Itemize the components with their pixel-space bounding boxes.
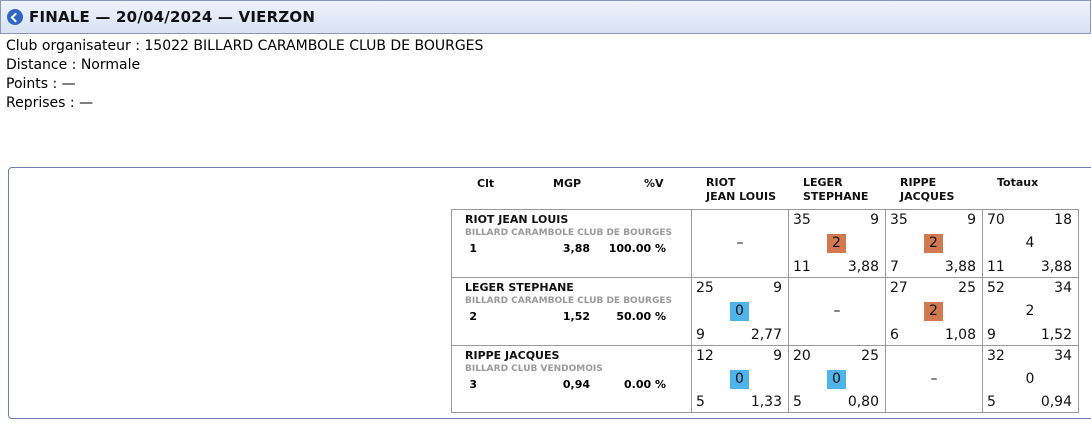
best-series: 6 [890, 327, 899, 343]
player-mgp: 0,94 [562, 378, 590, 391]
average: 3,88 [1040, 259, 1072, 275]
no-match-dash: – [833, 303, 841, 319]
points-scored: 32 [987, 348, 1005, 364]
match-cell [691, 209, 788, 277]
player-name: LEGER STEPHANE [465, 281, 574, 294]
results-panel [8, 167, 1091, 419]
average: 1,33 [750, 394, 782, 410]
player-name: RIPPE JACQUES [465, 349, 560, 362]
average: 0,94 [1040, 394, 1072, 410]
player-row [451, 345, 1091, 413]
average: 3,88 [847, 259, 879, 275]
innings: 9 [773, 348, 782, 364]
innings: Reprises : — [6, 95, 94, 111]
innings: 34 [1054, 348, 1072, 364]
match-points-badge: 2 [924, 302, 943, 321]
header-opponent-3: RIPPE JACQUES [900, 176, 955, 203]
match-points-badge: 0 [827, 370, 846, 389]
points-scored: 35 [793, 212, 811, 228]
match-cell [788, 277, 885, 345]
match-cell [691, 345, 788, 413]
match-cell [885, 345, 982, 413]
best-series: 9 [696, 327, 705, 343]
points-scored: 20 [793, 348, 811, 364]
player-win-percent: 50.00 % [616, 310, 666, 323]
points-scored: 52 [987, 280, 1005, 296]
match-cell [885, 277, 982, 345]
player-rank: 1 [469, 242, 477, 255]
innings: 25 [861, 348, 879, 364]
no-match-dash: – [736, 235, 744, 251]
player-row [451, 277, 1091, 345]
header-percent: %V [644, 177, 664, 190]
player-row [451, 209, 1091, 277]
organizer-club: Club organisateur : 15022 BILLARD CARAMBOLE CLUB DE BOURGES [6, 38, 484, 54]
match-points-badge: 2 [924, 234, 943, 253]
match-cell [788, 209, 885, 277]
header-mgp: MGP [553, 177, 582, 190]
total-match-points: 4 [1025, 235, 1035, 251]
player-win-percent: 100.00 % [608, 242, 666, 255]
match-cell [691, 277, 788, 345]
innings: 34 [1054, 280, 1072, 296]
best-series: 11 [987, 259, 1005, 275]
player-info [451, 209, 691, 277]
competition-info [6, 37, 483, 113]
points-scored: 35 [890, 212, 908, 228]
player-club: BILLARD CARAMBOLE CLUB DE BOURGES [465, 296, 672, 306]
player-name: RIOT JEAN LOUIS [465, 213, 569, 226]
header-opponent-2: LEGER STEPHANE [803, 176, 869, 203]
header-totals: Totaux [997, 176, 1039, 189]
innings: 9 [967, 212, 976, 228]
player-win-percent: 0.00 % [624, 378, 666, 391]
total-match-points: 0 [1025, 371, 1035, 387]
innings: 18 [1054, 212, 1072, 228]
distance: Distance : Normale [6, 57, 141, 73]
header-rank: Clt [477, 177, 495, 190]
player-info [451, 277, 691, 345]
best-series: 7 [890, 259, 899, 275]
best-series: 9 [987, 327, 996, 343]
average: 1,08 [944, 327, 976, 343]
player-rank: 2 [469, 310, 477, 323]
match-points-badge: 0 [730, 302, 749, 321]
innings: 9 [773, 280, 782, 296]
points-scored: 70 [987, 212, 1005, 228]
points: Points : — [6, 76, 76, 92]
player-mgp: 3,88 [562, 242, 590, 255]
no-match-dash: – [930, 371, 938, 387]
innings: 25 [958, 280, 976, 296]
best-series: 5 [987, 394, 996, 410]
page-title: FINALE — 20/04/2024 — VIERZON [29, 8, 316, 26]
points-scored: 27 [890, 280, 908, 296]
average: 3,88 [944, 259, 976, 275]
best-series: 5 [793, 394, 802, 410]
innings: 9 [870, 212, 879, 228]
points-scored: 12 [696, 348, 714, 364]
best-series: 5 [696, 394, 705, 410]
page-header [0, 0, 1091, 34]
total-match-points: 2 [1025, 303, 1035, 319]
player-club: BILLARD CLUB VENDOMOIS [465, 364, 603, 374]
average: 0,80 [847, 394, 879, 410]
match-points-badge: 2 [827, 234, 846, 253]
totals-cell [982, 345, 1079, 413]
totals-cell [982, 209, 1079, 277]
player-rank: 3 [469, 378, 477, 391]
header-opponent-1: RIOT JEAN LOUIS [706, 176, 777, 203]
points-scored: 25 [696, 280, 714, 296]
player-club: BILLARD CARAMBOLE CLUB DE BOURGES [465, 228, 672, 238]
match-cell [788, 345, 885, 413]
average: 2,77 [750, 327, 782, 343]
best-series: 11 [793, 259, 811, 275]
totals-cell [982, 277, 1079, 345]
match-cell [885, 209, 982, 277]
match-points-badge: 0 [730, 370, 749, 389]
player-mgp: 1,52 [562, 310, 590, 323]
player-info [451, 345, 691, 413]
average: 1,52 [1040, 327, 1072, 343]
back-arrow-icon[interactable] [7, 9, 23, 25]
